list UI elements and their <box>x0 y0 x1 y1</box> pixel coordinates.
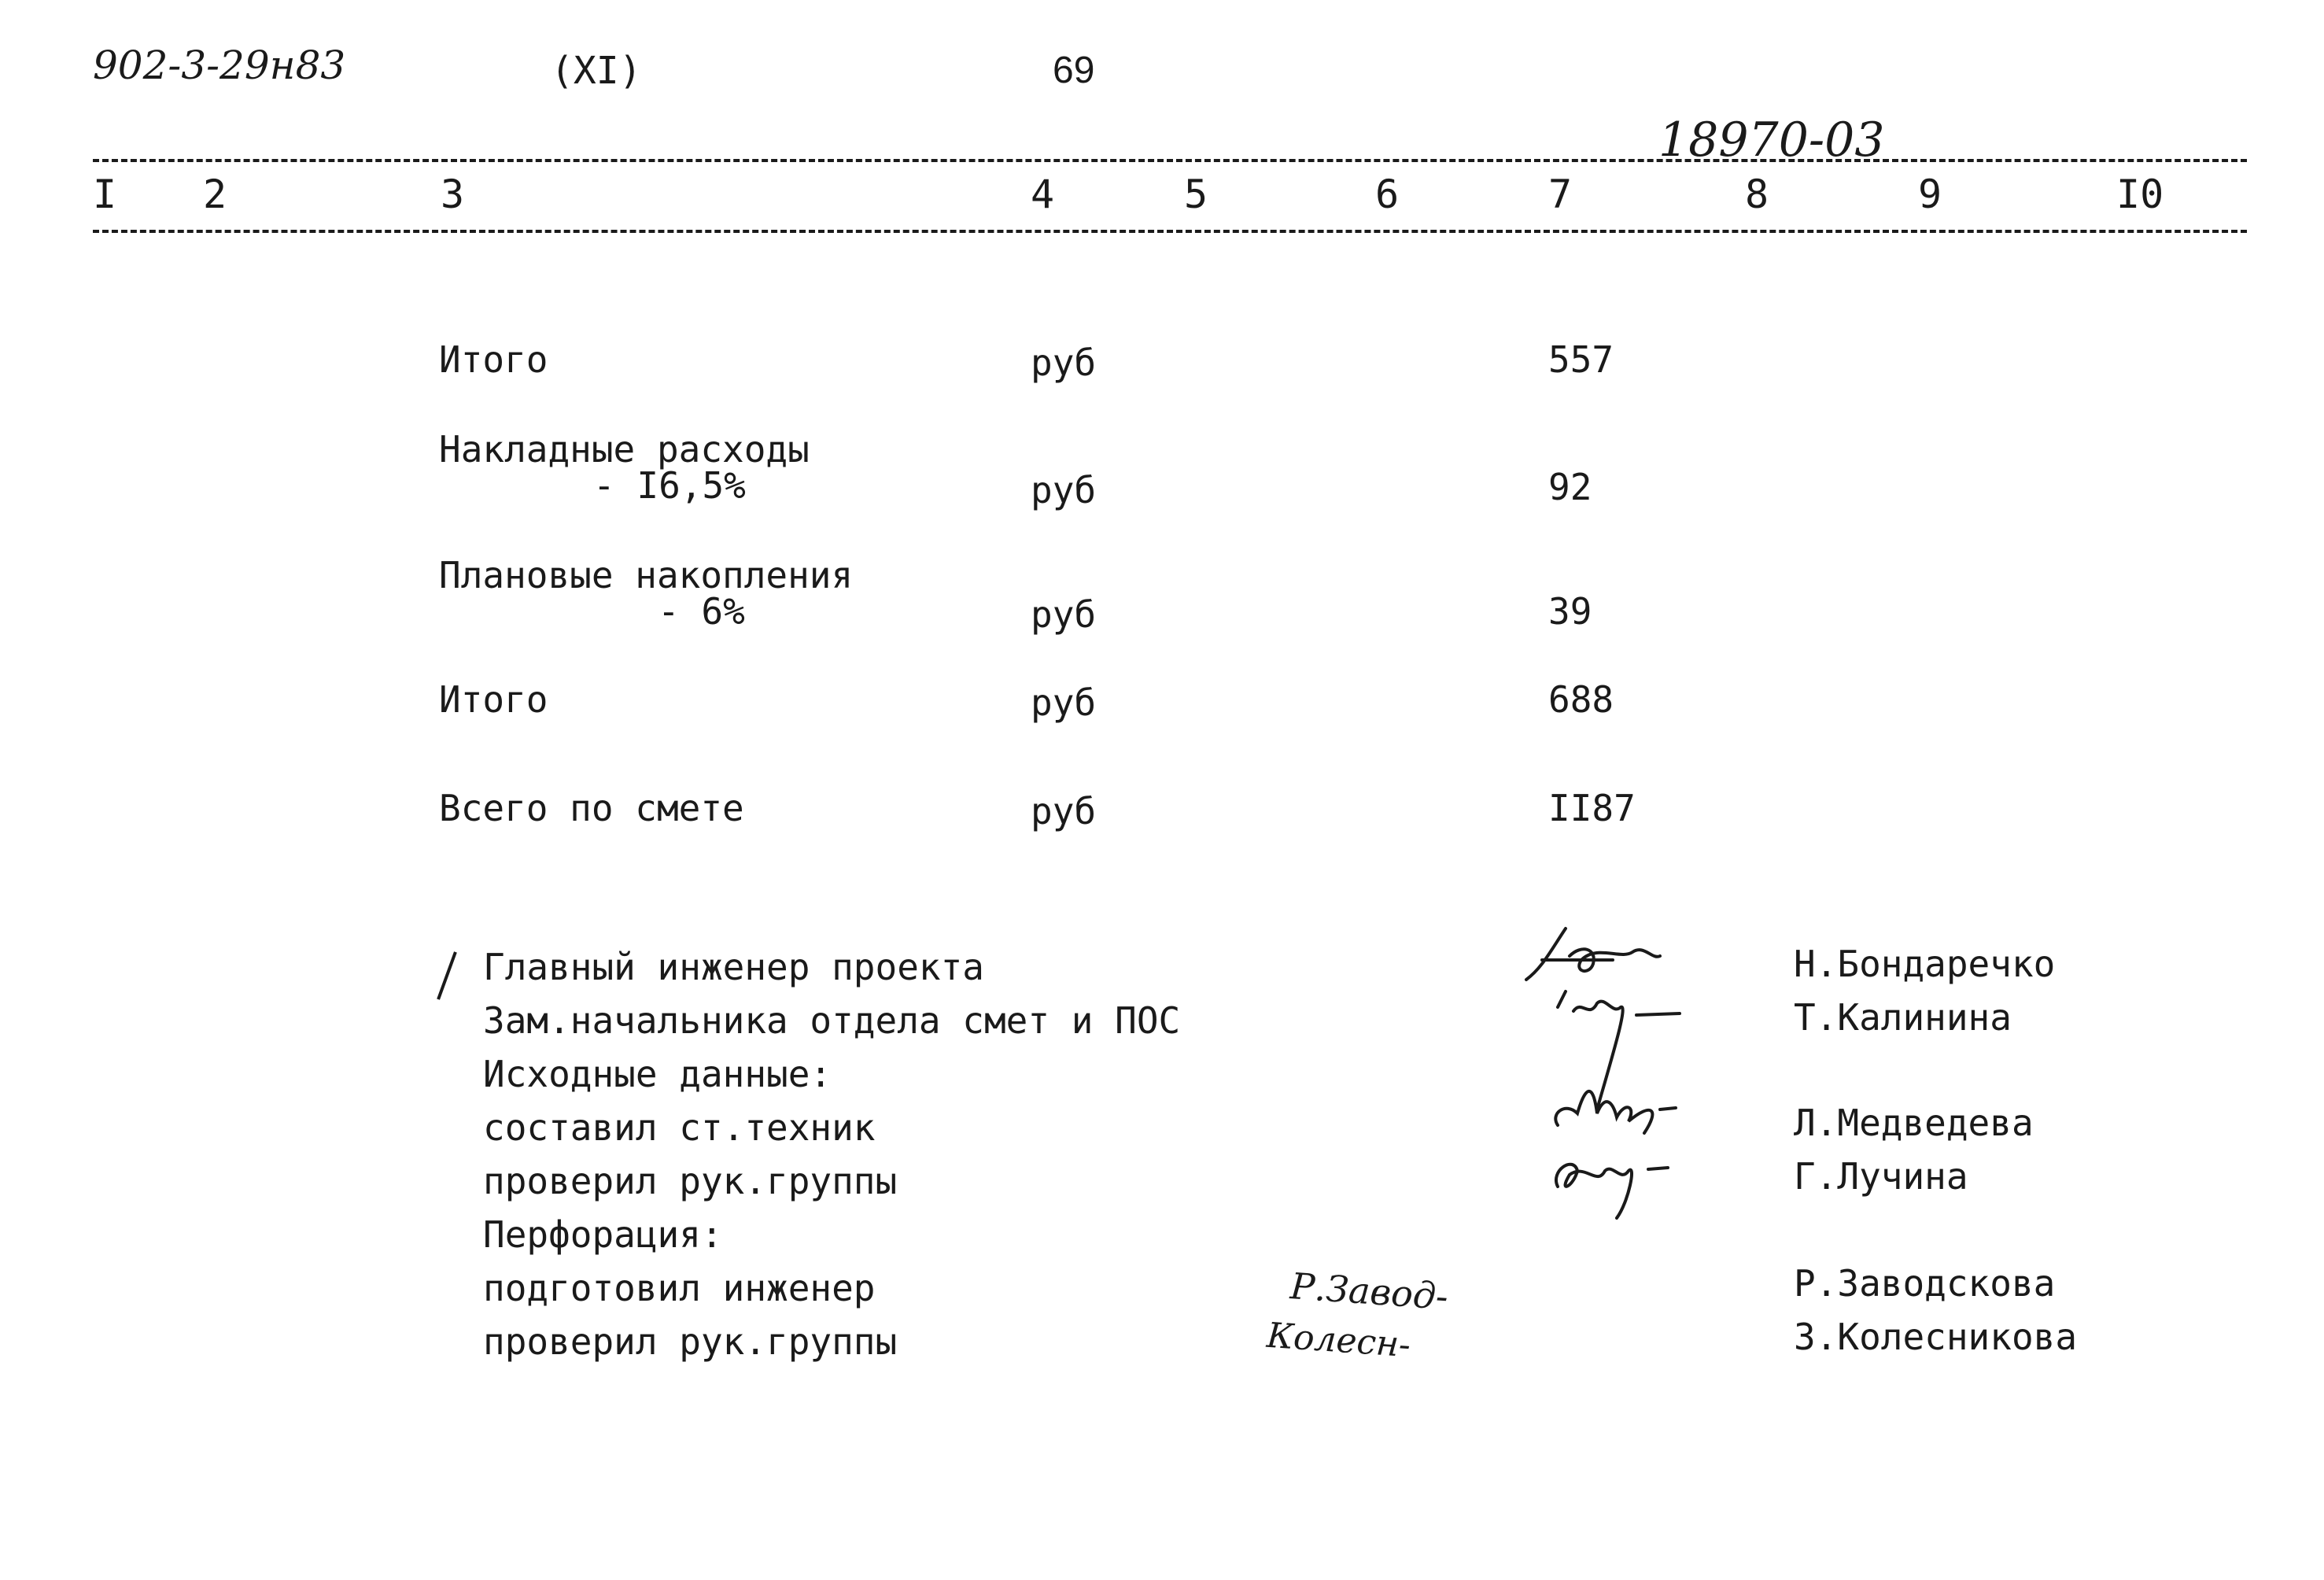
row-itogo-1-value: 557 <box>1548 338 1614 381</box>
column-header-8: 8 <box>1745 172 1769 217</box>
name-medvedeva: Л.Медведева <box>1794 1102 2034 1144</box>
row-overhead-unit: руб <box>1031 469 1097 511</box>
column-header-1: I <box>93 172 117 217</box>
column-header-5: 5 <box>1184 172 1208 217</box>
table-header-rule <box>93 230 2247 233</box>
signature-luchina <box>1542 1139 1699 1226</box>
row-total-unit: руб <box>1031 790 1097 832</box>
row-planned-unit: руб <box>1031 593 1097 636</box>
row-planned-percent: - 6% <box>658 590 745 633</box>
role-checked-group-lead-2: проверил рук.группы <box>483 1320 898 1363</box>
row-itogo-2-value: 688 <box>1548 678 1614 721</box>
row-overhead-percent: - I6,5% <box>593 464 746 507</box>
role-checked-group-lead-1: проверил рук.группы <box>483 1160 898 1202</box>
column-header-2: 2 <box>203 172 227 217</box>
section-source-data: Исходные данные: <box>483 1053 832 1095</box>
name-kalinina: Т.Калинина <box>1794 996 2012 1039</box>
column-header-3: 3 <box>441 172 465 217</box>
signature-medvedeva <box>1542 1070 1699 1149</box>
name-zavodskova: Р.Заводскова <box>1794 1262 2056 1305</box>
name-bondarechko: Н.Бондаречко <box>1794 943 2056 985</box>
section-number: (XI) <box>551 49 642 93</box>
row-overhead-label: Накладные расходы <box>439 428 810 471</box>
row-planned-label: Плановые накопления <box>439 554 854 596</box>
margin-stroke <box>437 951 457 1000</box>
signature-zavodskova: Р.Завод- <box>1289 1264 1450 1318</box>
name-kolesnikova: З.Колесникова <box>1794 1316 2078 1358</box>
row-itogo-2-label: Итого <box>439 678 548 721</box>
row-total-label: Всего по смете <box>439 787 744 829</box>
column-header-10: I0 <box>2116 172 2164 217</box>
row-itogo-1-label: Итого <box>439 338 548 381</box>
column-header-4: 4 <box>1031 172 1055 217</box>
page-number: 69 <box>1053 50 1095 91</box>
role-compiled-technician: составил ст.техник <box>483 1106 876 1149</box>
role-deputy-head: Зам.начальника отдела смет и ПОС <box>483 999 1181 1042</box>
row-itogo-1-unit: руб <box>1031 341 1097 384</box>
table-top-rule <box>93 159 2247 162</box>
archive-stamp-number: 18970-03 <box>1658 113 1885 168</box>
signature-kolesnikova: Колесн- <box>1265 1315 1412 1366</box>
name-luchina: Г.Лучина <box>1794 1155 1968 1198</box>
document-code: 902-3-29н83 <box>93 42 346 88</box>
row-itogo-2-unit: руб <box>1031 681 1097 724</box>
row-overhead-value: 92 <box>1548 466 1592 508</box>
column-header-9: 9 <box>1918 172 1942 217</box>
row-total-value: II87 <box>1548 787 1636 829</box>
role-prepared-engineer: подготовил инженер <box>483 1267 876 1309</box>
section-perforation: Перфорация: <box>483 1213 723 1256</box>
column-header-7: 7 <box>1548 172 1573 217</box>
role-chief-engineer: Главный инженер проекта <box>483 946 984 988</box>
column-header-6: 6 <box>1375 172 1400 217</box>
row-planned-value: 39 <box>1548 590 1592 633</box>
